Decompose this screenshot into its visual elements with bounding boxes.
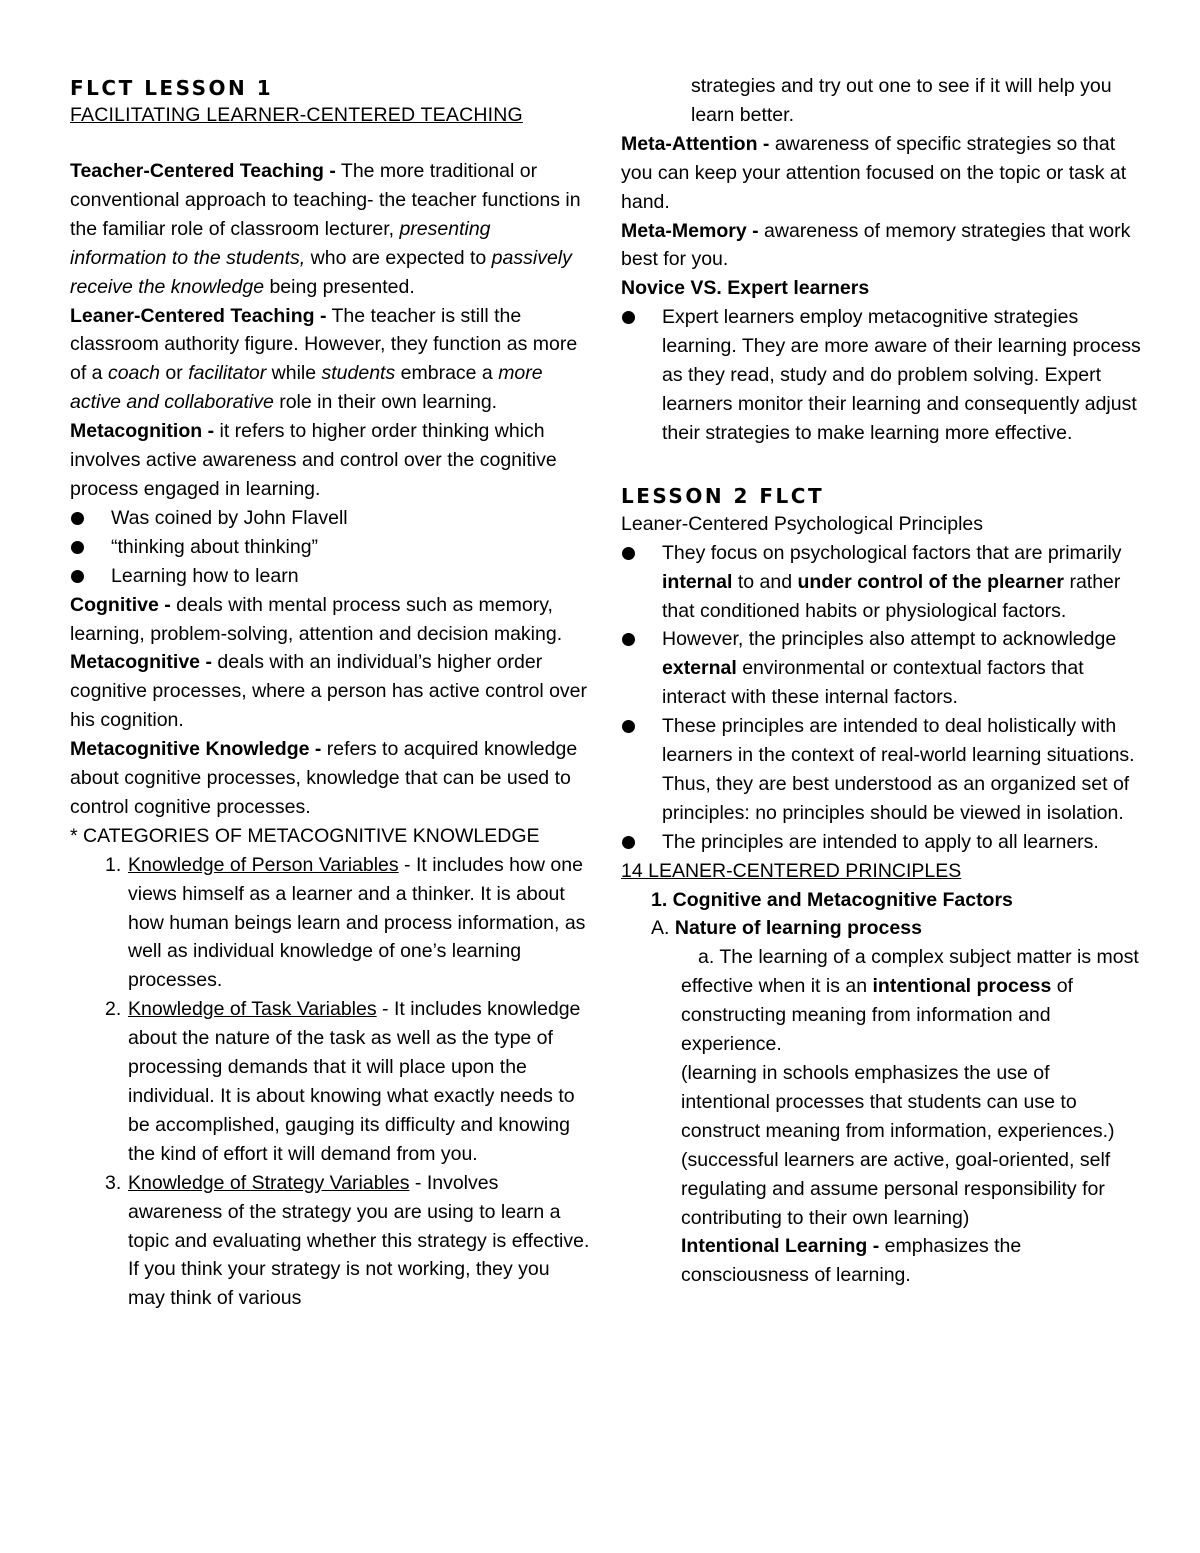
category-title: Knowledge of Task Variables — [128, 998, 377, 1021]
term: Intentional Learning - — [681, 1235, 880, 1258]
text: The more traditional or conventional approach to teaching- the teacher functions in the familiar role of classroom lecturer, — [70, 160, 581, 240]
text: They focus on psychological factors that are primarily — [662, 541, 1122, 564]
heading-text: Novice VS. Expert learners — [621, 277, 870, 300]
right-column — [621, 72, 1141, 1290]
categories-heading: * CATEGORIES OF METACOGNITIVE KNOWLEDGE — [70, 824, 540, 847]
metacognition-paragraph — [70, 417, 590, 504]
emphasis: presenting information to the students, — [70, 217, 491, 269]
list-item — [621, 625, 1141, 712]
text: deals with an individual’s higher order cognitive processes, where a person has active control over his cognition. — [70, 651, 588, 732]
emphasis: intentional process — [872, 975, 1052, 998]
heading-text: 14 LEANER-CENTERED PRINCIPLES — [621, 859, 962, 882]
term: Cognitive - — [70, 593, 171, 616]
list-item — [70, 533, 590, 562]
meta-memory-paragraph — [621, 217, 1141, 275]
text: The principles are intended to apply to all learners. — [662, 830, 1099, 853]
list-item — [70, 1169, 590, 1314]
letter: A. — [651, 917, 670, 940]
heading-text: 1. Cognitive and Metacognitive Factors — [651, 888, 1013, 911]
emphasis: more active and collaborative — [70, 362, 543, 414]
text: to and — [732, 570, 798, 593]
text: or — [160, 362, 189, 385]
text: deals with mental process such as memory, learning, problem-solving, attention and decision making. — [70, 593, 563, 645]
text: role in their own learning. — [273, 391, 498, 414]
intentional-learning-paragraph — [681, 1232, 1141, 1290]
emphasis: under control of the plearner — [797, 570, 1065, 593]
term: Metacognitive Knowledge - — [70, 738, 322, 761]
emphasis: external — [662, 657, 737, 680]
metacognitive-paragraph — [70, 648, 590, 735]
text: while — [266, 362, 322, 385]
principles-heading — [621, 857, 1141, 886]
cognitive-paragraph — [70, 591, 590, 649]
category-title: Knowledge of Strategy Variables — [128, 1171, 410, 1194]
emphasis: internal — [662, 570, 733, 593]
list-item — [621, 303, 1141, 448]
list-item — [621, 828, 1141, 857]
list-item — [70, 562, 590, 591]
spacer — [70, 128, 590, 157]
factor-heading — [621, 886, 1141, 915]
nature-heading — [621, 914, 1141, 943]
nature-body — [621, 943, 1141, 1290]
emphasis: facilitator — [188, 362, 267, 385]
lesson-1-subtitle: FACILITATING LEARNER-CENTERED TEACHING — [70, 104, 523, 126]
text: awareness of specific strategies so that you can keep your attention focused on the topic or task at hand. — [621, 132, 1127, 213]
emphasis: coach — [107, 362, 160, 385]
bullet-icon — [622, 836, 635, 849]
novice-expert-heading — [621, 274, 1141, 303]
emphasis: students — [321, 362, 396, 385]
bullet-icon — [622, 311, 635, 324]
bullet-icon — [71, 541, 84, 554]
term: Meta-Memory - — [621, 219, 759, 242]
text: being presented. — [264, 275, 415, 298]
text: - It includes how one views himself as a learner and a thinker. It is about how human beings learn and process information, as well as individual knowledge of one’s learning processes. — [128, 853, 586, 992]
bullet-icon — [622, 720, 635, 733]
text: - Involves awareness of the strategy you are using to learn a topic and evaluating whether this strategy is effective. If you think your strategy is not working, they you may think of various — [128, 1171, 590, 1310]
text: embrace a — [395, 362, 499, 385]
text: a. The learning of a complex subject matter is most effective when it is an — [681, 946, 1139, 998]
emphasis: passively receive the knowledge — [70, 246, 572, 298]
heading-text: Nature of learning process — [674, 917, 922, 940]
text: refers to acquired knowledge about cognitive processes, knowledge that can be used to control cognitive processes. — [70, 738, 578, 818]
text: Expert learners employ metacognitive strategies learning. They are more aware of their learning process as they read, study and do problem solving. Expert learners monitor their learning and consequently adjust their strategies to make learning more effective. — [662, 306, 1141, 444]
list-item — [70, 504, 590, 533]
lesson-2-title: LESSON 2 FLCT — [621, 483, 825, 508]
principle-a — [681, 943, 1141, 1059]
principle-note: (learning in schools emphasizes the use of intentional processes that students can use to construct meaning from information, experiences.) (successful learners are active, goal-oriented, self regulating and assume personal responsibility for contributing to their own learning) — [681, 1062, 1115, 1229]
term: Metacognitive - — [70, 651, 212, 674]
term: Metacognition - — [70, 420, 215, 443]
text: of constructing meaning from information and experience. — [681, 975, 1073, 1056]
term: Meta-Attention - — [621, 132, 770, 155]
text: Was coined by John Flavell — [111, 506, 348, 529]
strategy-continuation: strategies and try out one to see if it will help you learn better. — [691, 75, 1112, 126]
text: it refers to higher order thinking which involves active awareness and control over the cognitive process engaged in learning. — [70, 420, 557, 500]
text: Learning how to learn — [111, 564, 299, 587]
metacognitive-knowledge-paragraph — [70, 735, 590, 822]
text: However, the principles also attempt to acknowledge — [662, 628, 1117, 651]
lesson-1-title: FLCT LESSON 1 — [70, 76, 274, 100]
text: awareness of memory strategies that work best for you. — [621, 219, 1131, 271]
list-item — [621, 539, 1141, 626]
number: 2. — [105, 998, 122, 1021]
term: Teacher-Centered Teaching - — [70, 160, 336, 182]
list-item — [621, 712, 1141, 828]
text: emphasizes the consciousness of learning. — [681, 1235, 1022, 1287]
number: 3. — [105, 1171, 122, 1194]
list-item — [70, 851, 590, 996]
number: 1. — [105, 853, 122, 876]
bullet-icon — [71, 570, 84, 583]
learner-centered-paragraph — [70, 302, 590, 418]
bullet-icon — [71, 512, 84, 525]
lesson-2-subtitle: Leaner-Centered Psychological Principles — [621, 512, 984, 535]
category-title: Knowledge of Person Variables — [128, 853, 399, 876]
spacer — [621, 448, 1141, 477]
teacher-centered-paragraph — [70, 157, 590, 302]
meta-attention-paragraph — [621, 130, 1141, 217]
text: rather that conditioned habits or physiological factors. — [662, 570, 1121, 622]
text: “thinking about thinking” — [111, 535, 319, 558]
text: environmental or contextual factors that interact with these internal factors. — [662, 657, 1084, 709]
text: - It includes knowledge about the nature of the task as well as the type of processing demands that it will place upon the individual. It is about knowing what exactly needs to be accomplished, gauging its difficulty and knowing the kind of effort it will demand from you. — [128, 998, 581, 1165]
text: who are expected to — [305, 246, 492, 269]
text: The teacher is still the classroom authority figure. However, they function as more of a — [70, 304, 578, 385]
text: These principles are intended to deal holistically with learners in the context of real-world learning situations. Thus, they are best understood as an organized set of principles: no principles should be viewed in isolation. — [662, 715, 1135, 824]
term: Leaner-Centered Teaching - — [70, 304, 327, 327]
left-column — [70, 74, 590, 1313]
list-item — [70, 995, 590, 1168]
bullet-icon — [622, 547, 635, 560]
bullet-icon — [622, 633, 635, 646]
